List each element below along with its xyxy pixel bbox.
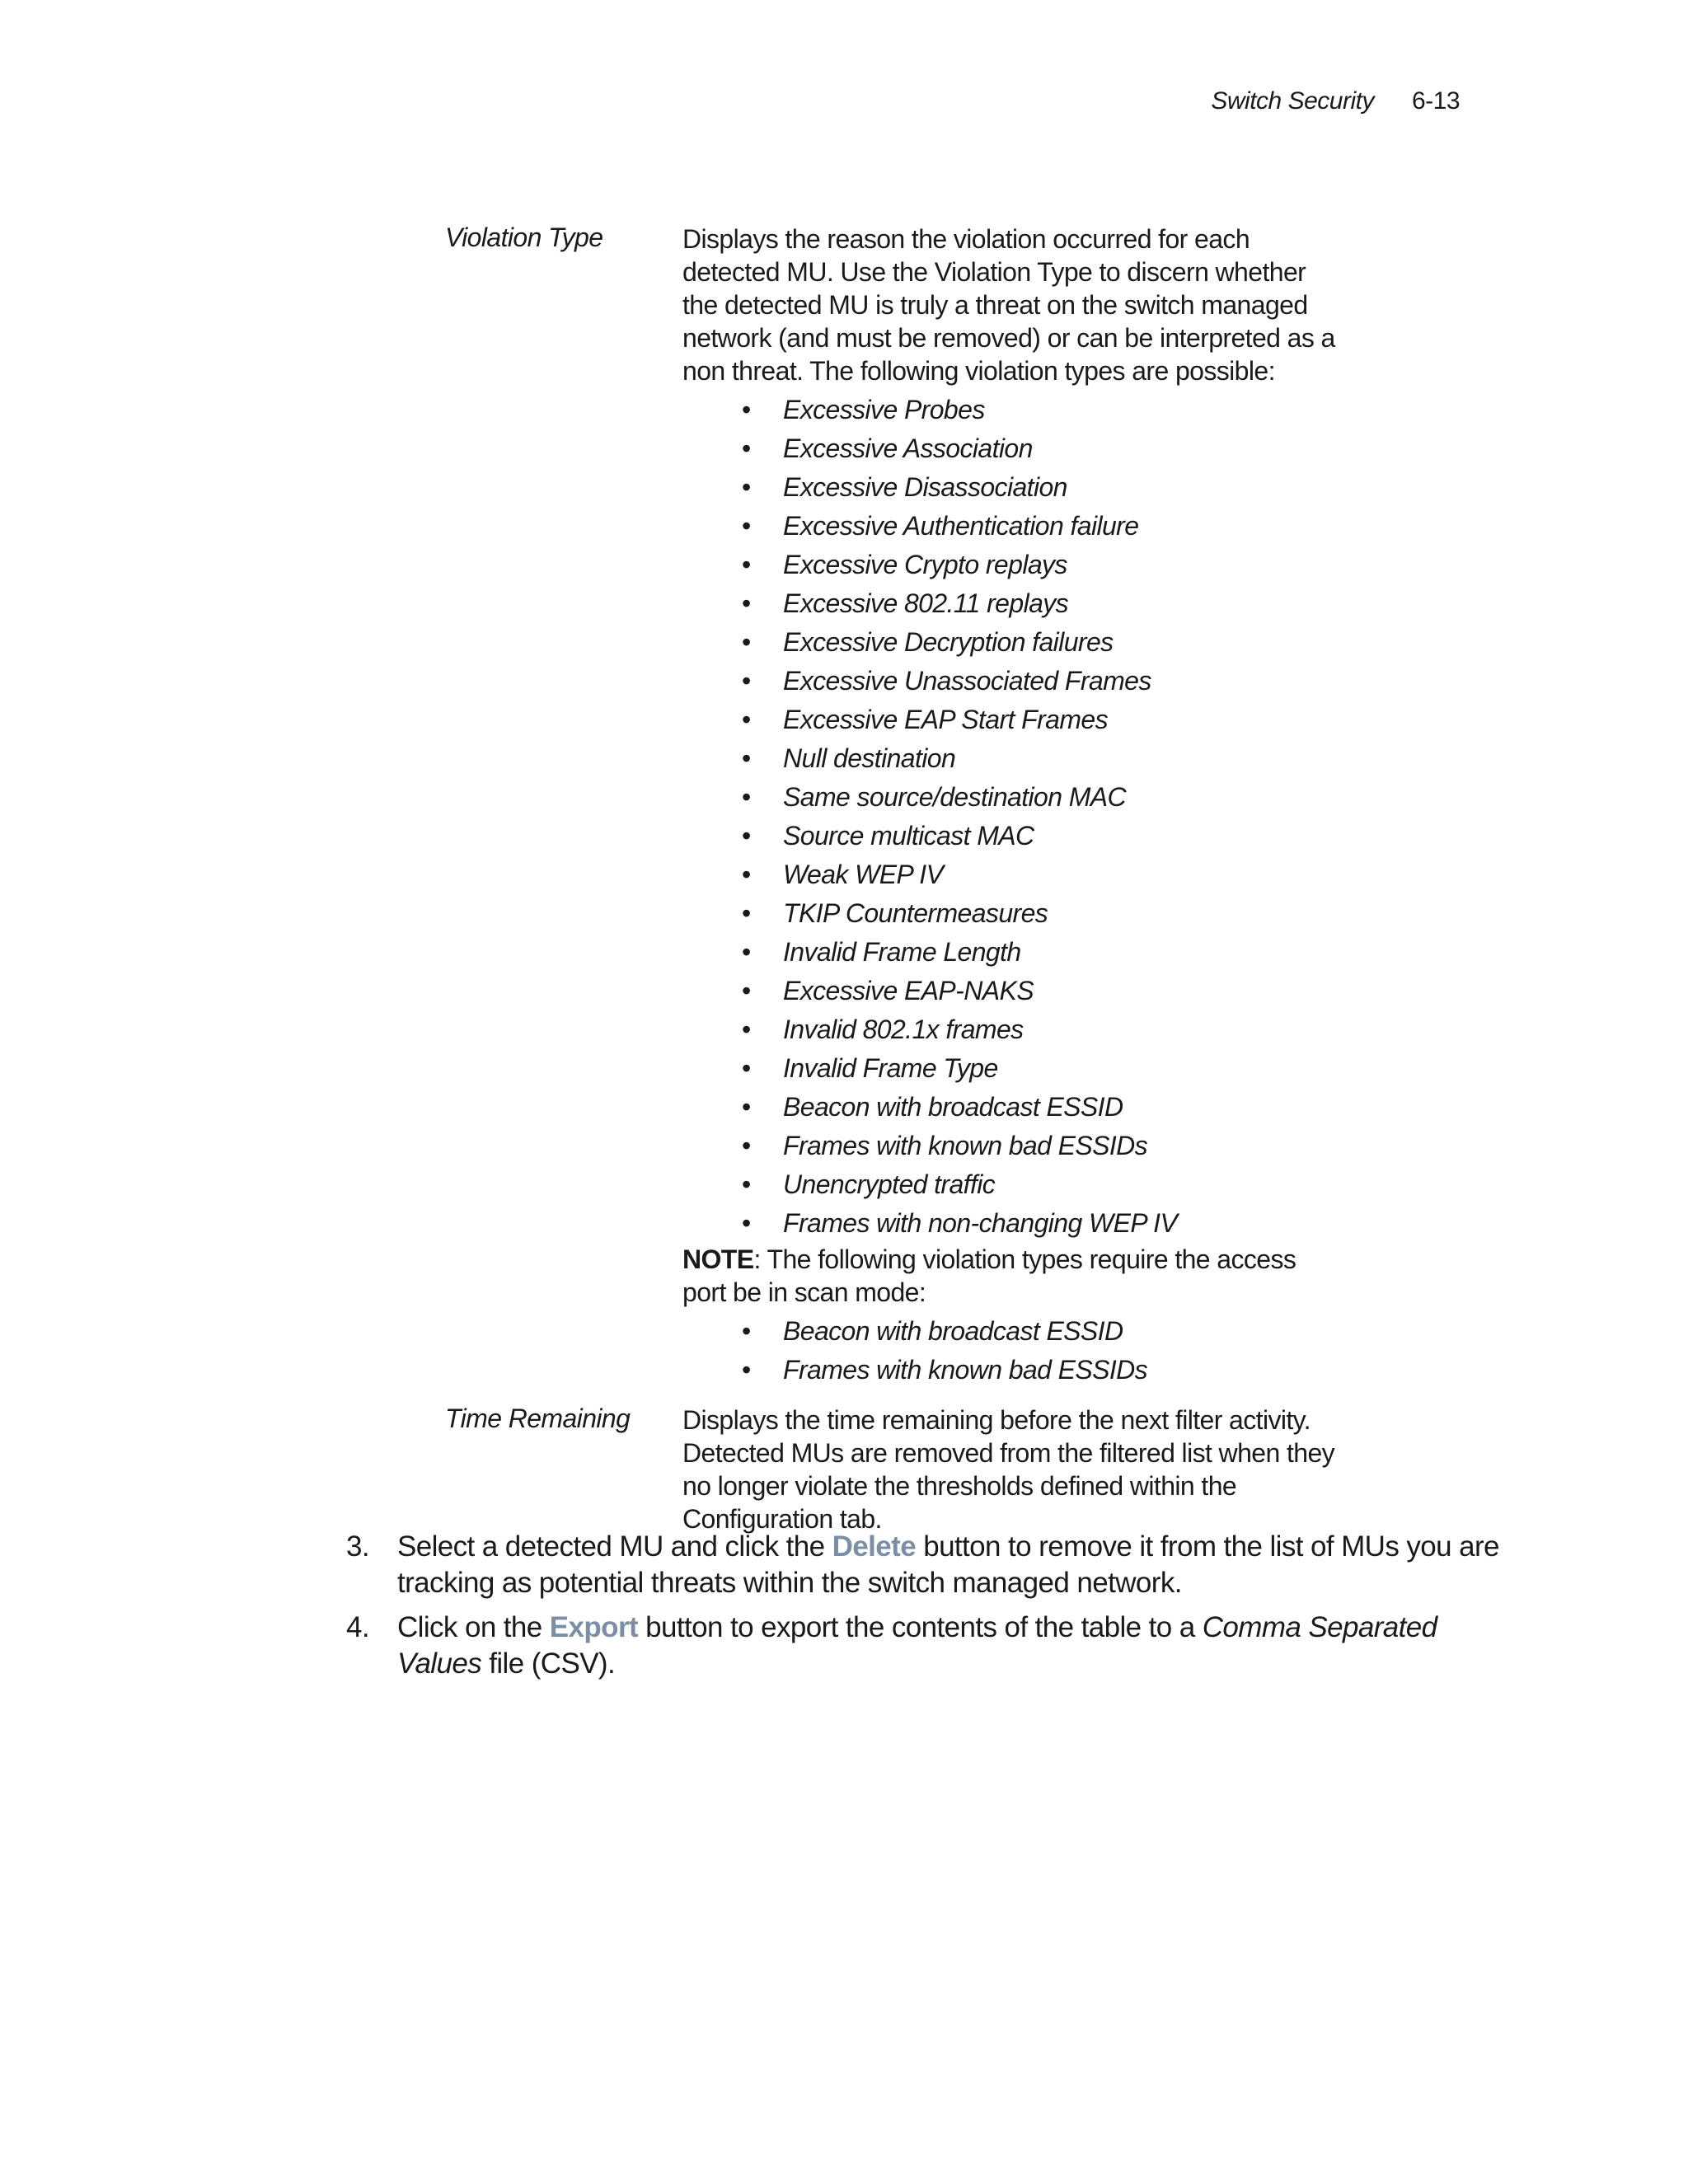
violation-type-label: Null destination — [783, 743, 956, 773]
violation-type-item — [742, 623, 1342, 662]
step-3 — [346, 1529, 1500, 1601]
step-text: Click on the — [397, 1611, 550, 1643]
violation-type-label: Excessive 802.11 replays — [783, 588, 1069, 618]
violation-type-label: Source multicast MAC — [783, 821, 1034, 851]
violation-type-label: Excessive EAP Start Frames — [783, 705, 1108, 734]
page-number: 6-13 — [1411, 87, 1460, 115]
bullet-icon: • — [742, 472, 751, 502]
violation-type-item — [742, 972, 1342, 1010]
definition-description — [682, 223, 1342, 1390]
violation-type-label: Same source/destination MAC — [783, 782, 1127, 812]
violation-type-label: Invalid Frame Type — [783, 1053, 998, 1083]
bullet-icon: • — [742, 743, 751, 773]
violation-type-label: Invalid 802.1x frames — [783, 1015, 1024, 1044]
step-text: file (CSV). — [481, 1647, 616, 1680]
running-header-section-title: Switch Security — [1211, 87, 1374, 115]
bullet-icon: • — [742, 395, 751, 424]
bullet-icon: • — [742, 1092, 751, 1122]
bullet-icon: • — [742, 434, 751, 463]
violation-type-label: Excessive Unassociated Frames — [783, 666, 1151, 696]
violation-type-item — [742, 1088, 1342, 1127]
bullet-icon: • — [742, 1015, 751, 1044]
step-text: button to remove it from the list of MUs you are tracking as potential threats within the switch managed network. — [397, 1530, 1499, 1599]
bullet-icon: • — [742, 976, 751, 1005]
bullet-icon: • — [742, 860, 751, 889]
violation-type-item — [742, 662, 1342, 701]
violation-type-item — [742, 855, 1342, 894]
violation-type-label: Excessive Probes — [783, 395, 985, 424]
violation-type-item — [742, 1010, 1342, 1049]
violation-type-item — [742, 391, 1342, 429]
violation-type-item — [742, 894, 1342, 933]
scan-mode-types-list — [682, 1312, 1342, 1390]
step-emphasis: Comma Separated Values — [397, 1611, 1437, 1680]
definition-term: Time Remaining — [445, 1404, 631, 1433]
bullet-icon: • — [742, 550, 751, 579]
bullet-icon: • — [742, 705, 751, 734]
step-4 — [346, 1610, 1500, 1682]
violation-type-item — [742, 778, 1342, 817]
note-text: : The following violation types require the access port be in scan mode: — [682, 1244, 1296, 1307]
bullet-icon: • — [742, 782, 751, 812]
violation-type-label: Excessive EAP-NAKS — [783, 976, 1034, 1005]
violation-type-label: Frames with non-changing WEP IV — [783, 1208, 1178, 1238]
violation-type-label: Invalid Frame Length — [783, 937, 1021, 967]
violation-type-item — [742, 739, 1342, 778]
bullet-icon: • — [742, 1131, 751, 1160]
violation-type-item — [742, 1049, 1342, 1088]
violation-type-label: TKIP Countermeasures — [783, 898, 1048, 928]
step-text: Select a detected MU and click the — [397, 1530, 832, 1563]
bullet-icon: • — [742, 1355, 751, 1385]
bullet-icon: • — [742, 1169, 751, 1199]
note-paragraph — [682, 1243, 1342, 1309]
definition-description-text: Displays the time remaining before the next filter activity. Detected MUs are removed from the filtered list when they no longer violate the thresholds defined within the Configuration tab. — [682, 1405, 1335, 1534]
violation-type-item — [742, 1127, 1342, 1165]
violation-type-label: Excessive Association — [783, 434, 1033, 463]
violation-type-label: Frames with known bad ESSIDs — [783, 1355, 1148, 1385]
bullet-icon: • — [742, 821, 751, 851]
delete-button-reference: Delete — [832, 1530, 917, 1563]
bullet-icon: • — [742, 1316, 751, 1346]
violation-type-label: Frames with known bad ESSIDs — [783, 1131, 1148, 1160]
violation-type-item — [742, 1204, 1342, 1243]
violation-type-label: Excessive Decryption failures — [783, 627, 1114, 657]
definition-description-text: Displays the reason the violation occurred for each detected MU. Use the Violation Type to discern whether the detected MU is truly a threat on the switch managed network (and must be removed) or can be interpreted as a non threat. The following violation types are possible: — [682, 224, 1335, 386]
bullet-icon: • — [742, 898, 751, 928]
bullet-icon: • — [742, 937, 751, 967]
violation-type-label: Unencrypted traffic — [783, 1169, 996, 1199]
definition-description — [682, 1404, 1342, 1535]
violation-type-item — [742, 468, 1342, 507]
bullet-icon: • — [742, 1208, 751, 1238]
bullet-icon: • — [742, 627, 751, 657]
procedure-steps — [346, 1529, 1500, 1690]
violation-type-item — [742, 817, 1342, 855]
violation-type-item — [742, 701, 1342, 739]
step-number: 3. — [346, 1530, 369, 1563]
step-text: button to export the contents of the table to a — [638, 1611, 1203, 1643]
violation-type-label: Excessive Crypto replays — [783, 550, 1067, 579]
bullet-icon: • — [742, 666, 751, 696]
violation-type-label: Beacon with broadcast ESSID — [783, 1316, 1123, 1346]
violation-types-list — [682, 391, 1342, 1243]
violation-type-item — [742, 1312, 1342, 1351]
definition-term: Violation Type — [445, 223, 603, 252]
violation-type-item — [742, 429, 1342, 468]
violation-type-label: Excessive Authentication failure — [783, 511, 1139, 541]
running-header — [1211, 87, 1460, 115]
violation-type-item — [742, 933, 1342, 972]
note-label: NOTE — [682, 1244, 754, 1274]
bullet-icon: • — [742, 1053, 751, 1083]
step-number: 4. — [346, 1611, 369, 1643]
violation-type-item — [742, 1351, 1342, 1390]
violation-type-item — [742, 584, 1342, 623]
bullet-icon: • — [742, 588, 751, 618]
bullet-icon: • — [742, 511, 751, 541]
violation-type-label: Excessive Disassociation — [783, 472, 1067, 502]
violation-type-item — [742, 546, 1342, 584]
violation-type-label: Beacon with broadcast ESSID — [783, 1092, 1123, 1122]
violation-type-label: Weak WEP IV — [783, 860, 944, 889]
violation-type-item — [742, 1165, 1342, 1204]
violation-type-item — [742, 507, 1342, 546]
export-button-reference: Export — [549, 1611, 639, 1643]
